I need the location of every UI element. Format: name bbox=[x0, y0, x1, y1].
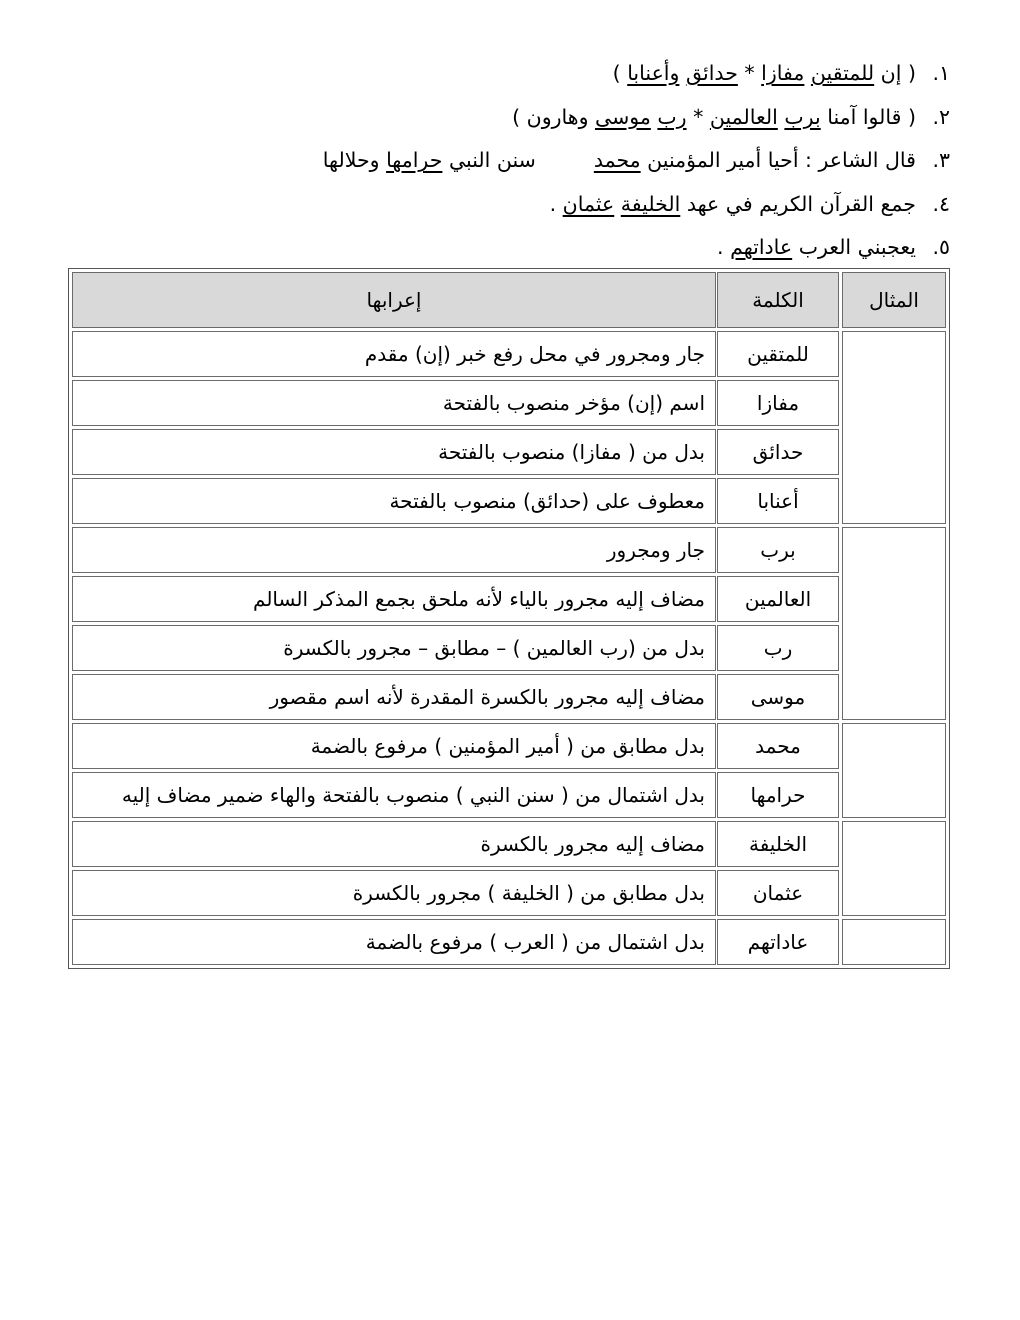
underlined-word: حدائق bbox=[685, 61, 738, 85]
example-line-4 bbox=[60, 183, 950, 227]
underlined-word: الخليفة bbox=[620, 191, 681, 216]
word-cell: برب bbox=[717, 527, 839, 573]
example-cell-2 bbox=[842, 527, 946, 720]
irab-cell: جار ومجرور في محل رفع خبر (إن) مقدم bbox=[72, 331, 716, 377]
irab-cell: مضاف إليه مجرور بالياء لأنه ملحق بجمع المذكر السالم bbox=[72, 576, 716, 622]
example-line-5 bbox=[60, 226, 950, 270]
underlined-word: محمد bbox=[593, 148, 641, 172]
word-cell: رب bbox=[717, 625, 839, 671]
word-cell: للمتقين bbox=[717, 331, 839, 377]
example-text: قال الشاعر : أحيا أمير المؤمنين bbox=[640, 148, 923, 172]
example-text: . bbox=[717, 235, 731, 259]
word-cell: أعنابا bbox=[717, 478, 839, 524]
underlined-word: موسى bbox=[595, 104, 651, 129]
underlined-word: العالمين bbox=[709, 104, 778, 129]
irab-cell: بدل من ( مفازا) منصوب بالفتحة bbox=[72, 429, 716, 475]
example-cell-1 bbox=[842, 331, 946, 524]
example-text: يعجبني العرب bbox=[792, 235, 923, 259]
example-text: . bbox=[549, 191, 563, 216]
example-text: إن bbox=[874, 61, 902, 85]
example-number: ٣. bbox=[932, 148, 950, 172]
word-cell: موسى bbox=[717, 674, 839, 720]
example-text: وهارون ) bbox=[512, 104, 595, 129]
irab-cell: بدل اشتمال من ( العرب ) مرفوع بالضمة bbox=[72, 919, 716, 965]
word-cell: مفازا bbox=[717, 380, 839, 426]
header-irab: إعرابها bbox=[72, 272, 716, 328]
underlined-word: برب bbox=[784, 104, 821, 129]
irab-cell: بدل اشتمال من ( سنن النبي ) منصوب بالفتحة والهاء ضمير مضاف إليه bbox=[72, 772, 716, 818]
irab-cell: معطوف على (حدائق) منصوب بالفتحة bbox=[72, 478, 716, 524]
example-cell-4 bbox=[842, 821, 946, 916]
example-line-2 bbox=[60, 96, 950, 140]
example-number: ١. bbox=[932, 61, 950, 85]
irab-cell: اسم (إن) مؤخر منصوب بالفتحة bbox=[72, 380, 716, 426]
example-number: ٥. bbox=[932, 235, 950, 259]
example-text: جمع القرآن الكريم في عهد bbox=[680, 191, 923, 216]
irab-cell: بدل من (رب العالمين ) – مطابق – مجرور بالكسرة bbox=[72, 625, 716, 671]
underlined-word: رب bbox=[657, 104, 687, 129]
irab-cell: جار ومجرور bbox=[72, 527, 716, 573]
irab-cell: بدل مطابق من ( أمير المؤمنين ) مرفوع بالضمة bbox=[72, 723, 716, 769]
underlined-word: مفازا bbox=[761, 61, 805, 85]
example-cell-5 bbox=[842, 919, 946, 965]
example-cell-3 bbox=[842, 723, 946, 818]
irab-cell: بدل مطابق من ( الخليفة ) مجرور بالكسرة bbox=[72, 870, 716, 916]
word-cell: الخليفة bbox=[717, 821, 839, 867]
example-number: ٢. bbox=[932, 104, 950, 129]
header-example: المثال bbox=[842, 272, 946, 328]
example-text: وحلالها bbox=[322, 148, 387, 172]
underlined-word: عاداتهم bbox=[730, 235, 793, 259]
example-text: سنن النبي bbox=[442, 148, 536, 172]
word-cell: حرامها bbox=[717, 772, 839, 818]
underlined-word: وأعنابا bbox=[627, 61, 680, 85]
irab-cell: مضاف إليه مجرور بالكسرة المقدرة لأنه اسم مقصور bbox=[72, 674, 716, 720]
example-text: * bbox=[686, 104, 710, 129]
underlined-word: حرامها bbox=[386, 148, 443, 172]
example-text: ) bbox=[612, 61, 628, 85]
irab-table bbox=[68, 268, 950, 969]
word-cell: محمد bbox=[717, 723, 839, 769]
word-cell: حدائق bbox=[717, 429, 839, 475]
word-cell: عاداتهم bbox=[717, 919, 839, 965]
example-line-1 bbox=[60, 52, 950, 96]
example-line-3 bbox=[60, 139, 950, 183]
header-word: الكلمة bbox=[717, 272, 839, 328]
example-text: ( bbox=[901, 61, 923, 85]
example-number: ٤. bbox=[932, 191, 950, 216]
word-cell: عثمان bbox=[717, 870, 839, 916]
examples-list bbox=[60, 52, 950, 270]
example-text: ( قالوا آمنا bbox=[820, 104, 923, 129]
irab-cell: مضاف إليه مجرور بالكسرة bbox=[72, 821, 716, 867]
example-text: * bbox=[737, 61, 762, 85]
word-cell: العالمين bbox=[717, 576, 839, 622]
underlined-word: للمتقين bbox=[810, 61, 875, 85]
underlined-word: عثمان bbox=[562, 191, 615, 216]
